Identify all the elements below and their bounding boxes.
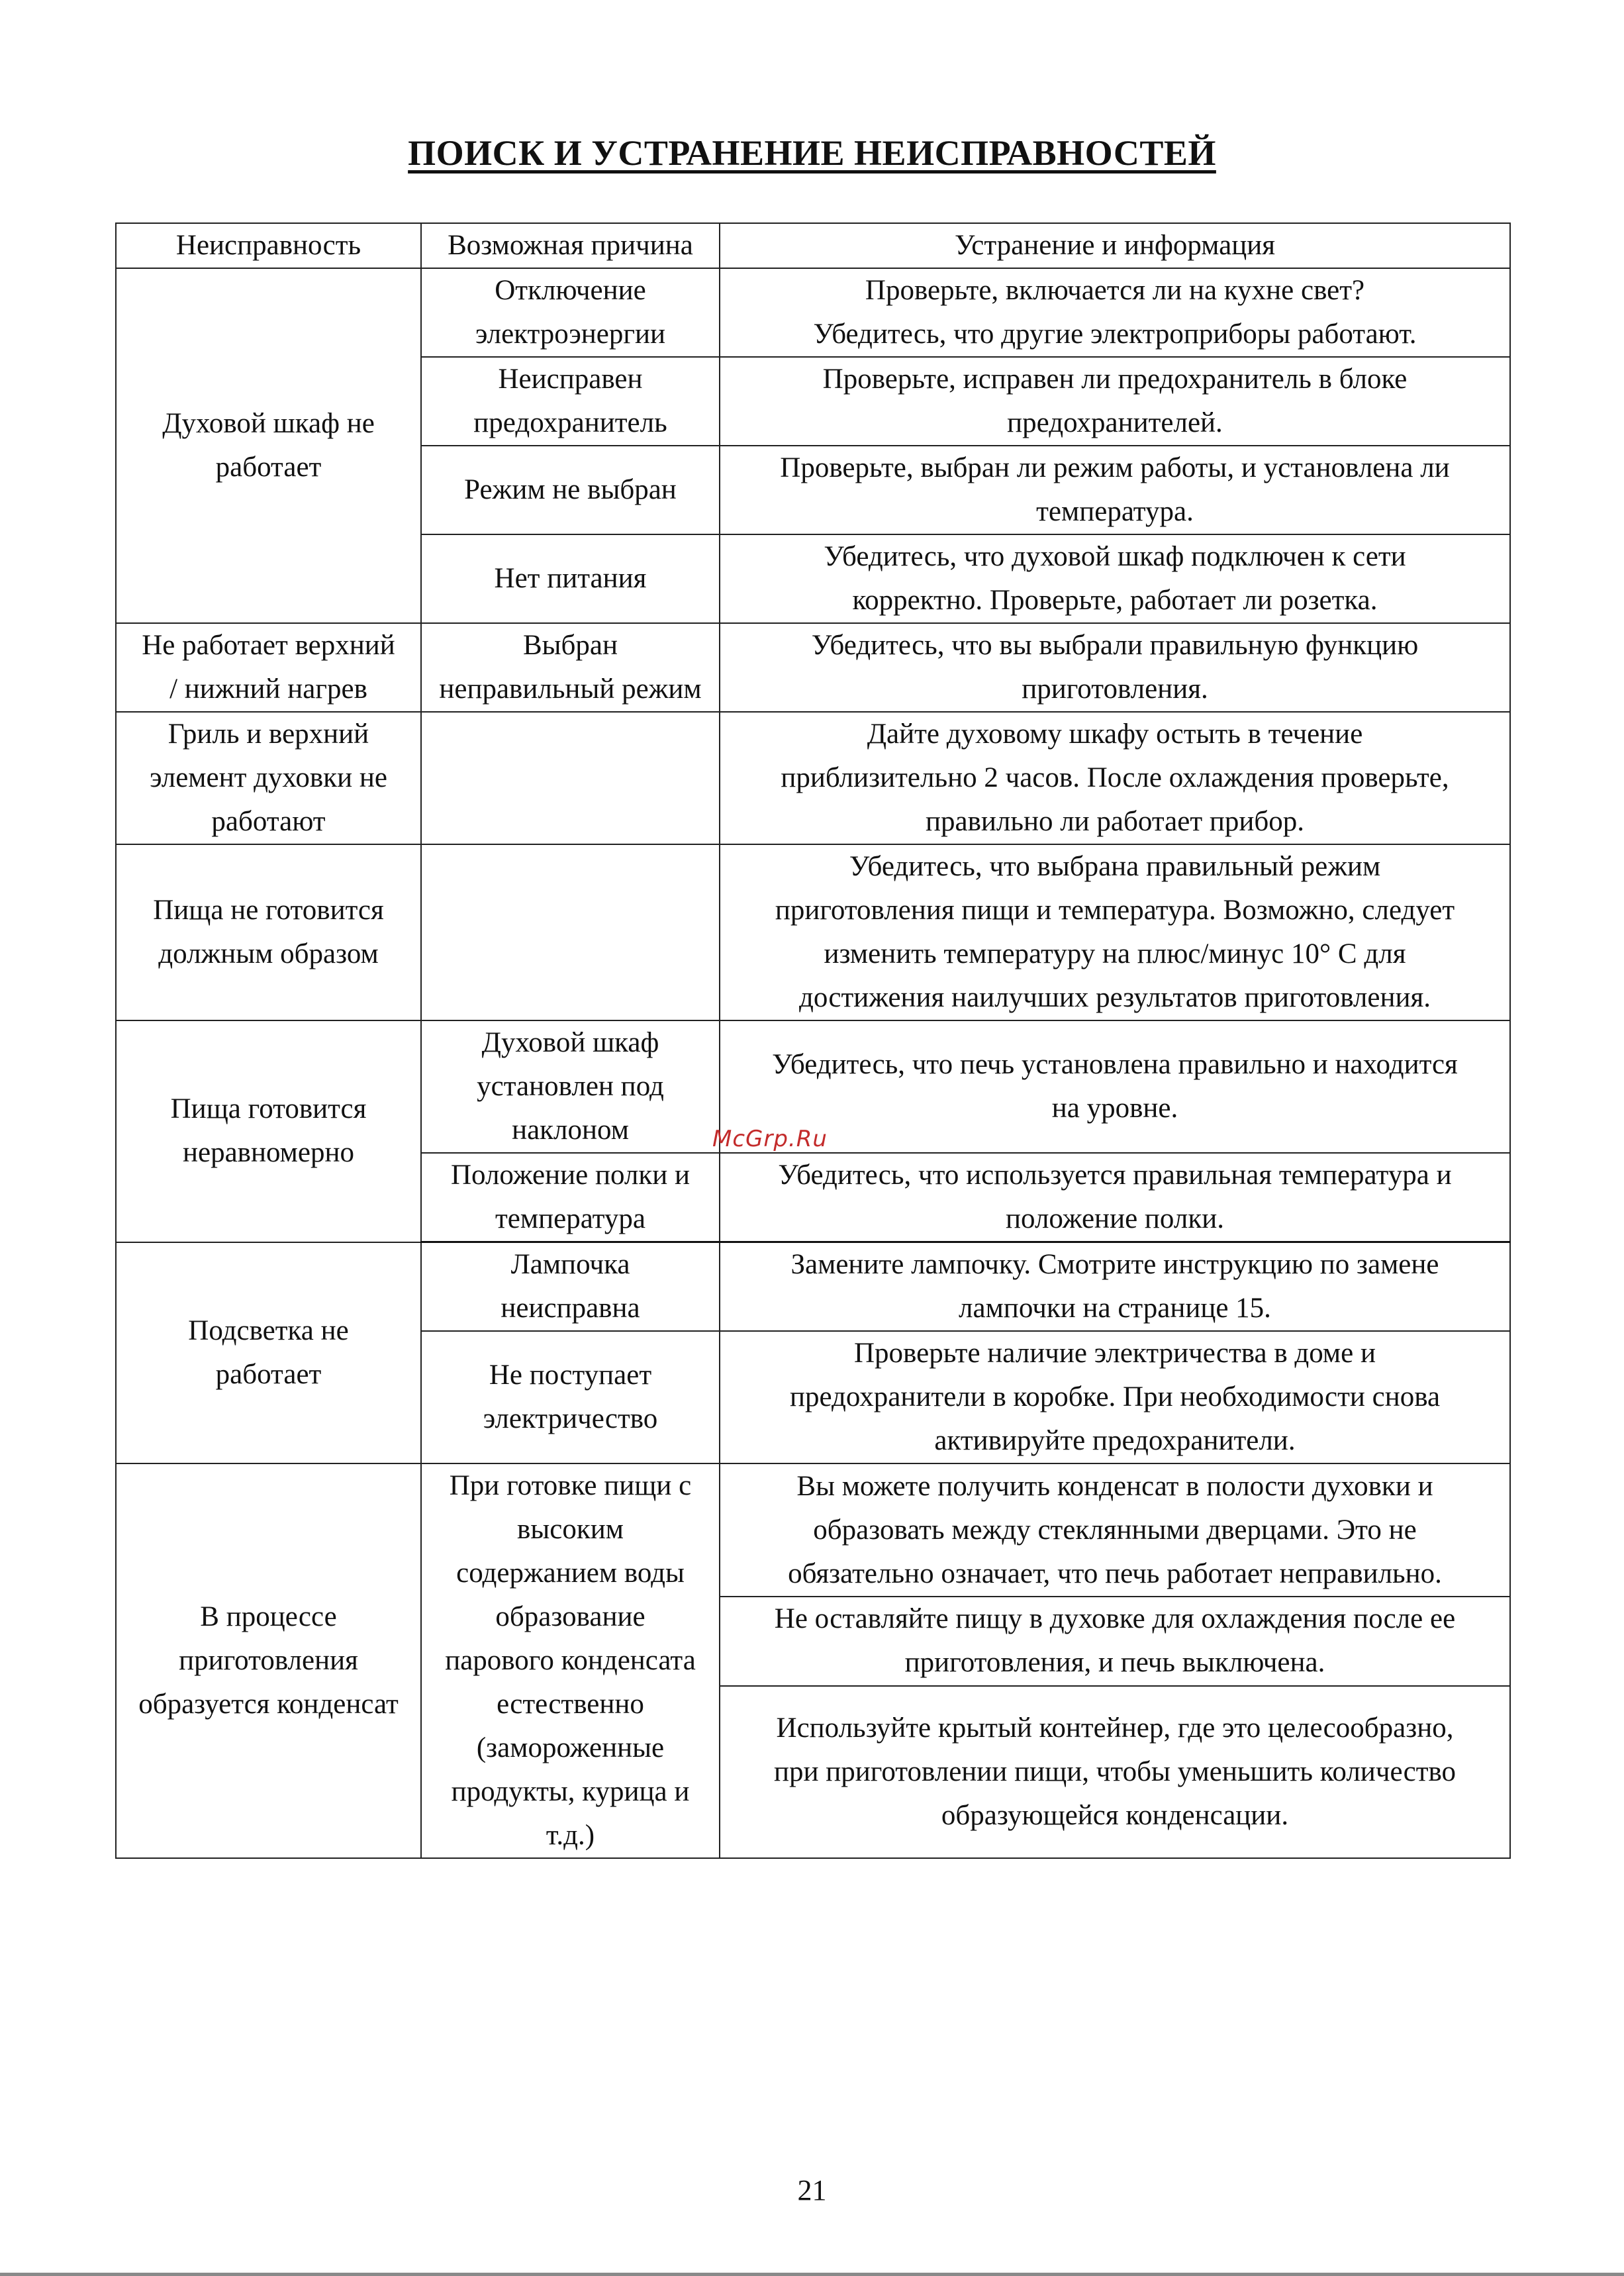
table-row — [116, 1463, 1510, 1597]
fix-cell: Не оставляйте пищу в духовке для охлаждения после ее приготовления, и печь выключена. — [720, 1597, 1510, 1686]
fix-cell: Вы можете получить конденсат в полости духовки и образовать между стеклянными дверцами. Это не обязательно означает, что печь работает неправильно. — [720, 1463, 1510, 1597]
cause-cell: Неисправен предохранитель — [421, 357, 720, 446]
fault-cell: Духовой шкаф не работает — [116, 268, 421, 623]
cause-cell: При готовке пищи с высоким содержанием воды образование парового конденсата естественно (замороженные продукты, курица и т.д.) — [421, 1463, 720, 1858]
table-row — [116, 1242, 1510, 1332]
cause-cell: Режим не выбран — [421, 446, 720, 534]
troubleshooting-table — [115, 223, 1511, 1859]
cause-cell: Нет питания — [421, 534, 720, 623]
cause-cell: Положение полки и температура — [421, 1153, 720, 1242]
header-cause: Возможная причина — [421, 223, 720, 268]
fault-cell: В процессе приготовления образуется конденсат — [116, 1463, 421, 1858]
fix-cell: Убедитесь, что выбрана правильный режим приготовления пищи и температура. Возможно, следует изменить температуру на плюс/минус 10° С для достижения наилучших результатов приготовления. — [720, 844, 1510, 1020]
cause-cell — [421, 712, 720, 844]
cause-cell: Выбран неправильный режим — [421, 623, 720, 712]
table-row — [116, 623, 1510, 712]
fix-cell: Дайте духовому шкафу остыть в течение приблизительно 2 часов. После охлаждения проверьте, правильно ли работает прибор. — [720, 712, 1510, 844]
fault-cell: Гриль и верхний элемент духовки не работают — [116, 712, 421, 844]
fix-cell: Проверьте, исправен ли предохранитель в блоке предохранителей. — [720, 357, 1510, 446]
cause-cell: Духовой шкаф установлен под наклоном — [421, 1020, 720, 1153]
fix-cell: Убедитесь, что вы выбрали правильную функцию приготовления. — [720, 623, 1510, 712]
fault-cell: Пища не готовится должным образом — [116, 844, 421, 1020]
fault-cell: Не работает верхний / нижний нагрев — [116, 623, 421, 712]
fix-cell: Проверьте наличие электричества в доме и предохранители в коробке. При необходимости снова активируйте предохранители. — [720, 1331, 1510, 1463]
fix-cell: Убедитесь, что духовой шкаф подключен к сети корректно. Проверьте, работает ли розетка. — [720, 534, 1510, 623]
fix-cell: Проверьте, включается ли на кухне свет? Убедитесь, что другие электроприборы работают. — [720, 268, 1510, 357]
cause-cell: Отключение электроэнергии — [421, 268, 720, 357]
page-title: ПОИСК И УСТРАНЕНИЕ НЕИСПРАВНОСТЕЙ — [408, 133, 1216, 173]
cause-cell: Не поступает электричество — [421, 1331, 720, 1463]
cause-cell — [421, 844, 720, 1020]
page-number: 21 — [797, 2174, 827, 2206]
table-row — [116, 268, 1510, 357]
fix-cell: Проверьте, выбран ли режим работы, и установлена ли температура. — [720, 446, 1510, 534]
cause-cell: Лампочка неисправна — [421, 1242, 720, 1332]
fix-cell: Используйте крытый контейнер, где это целесообразно, при приготовлении пищи, чтобы уменьшить количество образующейся конденсации. — [720, 1686, 1510, 1858]
fix-cell: Убедитесь, что используется правильная температура и положение полки. — [720, 1153, 1510, 1242]
header-fault: Неисправность — [116, 223, 421, 268]
watermark: McGrp.Ru — [712, 1126, 828, 1152]
table-row — [116, 712, 1510, 844]
header-fix: Устранение и информация — [720, 223, 1510, 268]
fault-cell: Подсветка не работает — [116, 1242, 421, 1464]
fix-cell: Убедитесь, что печь установлена правильно и находится на уровне. — [720, 1020, 1510, 1153]
table-header-row — [116, 223, 1510, 268]
fault-cell: Пища готовится неравномерно — [116, 1020, 421, 1242]
fix-cell: Замените лампочку. Смотрите инструкцию по замене лампочки на странице 15. — [720, 1242, 1510, 1332]
page-bottom-edge — [0, 2273, 1624, 2276]
table-row — [116, 844, 1510, 1020]
